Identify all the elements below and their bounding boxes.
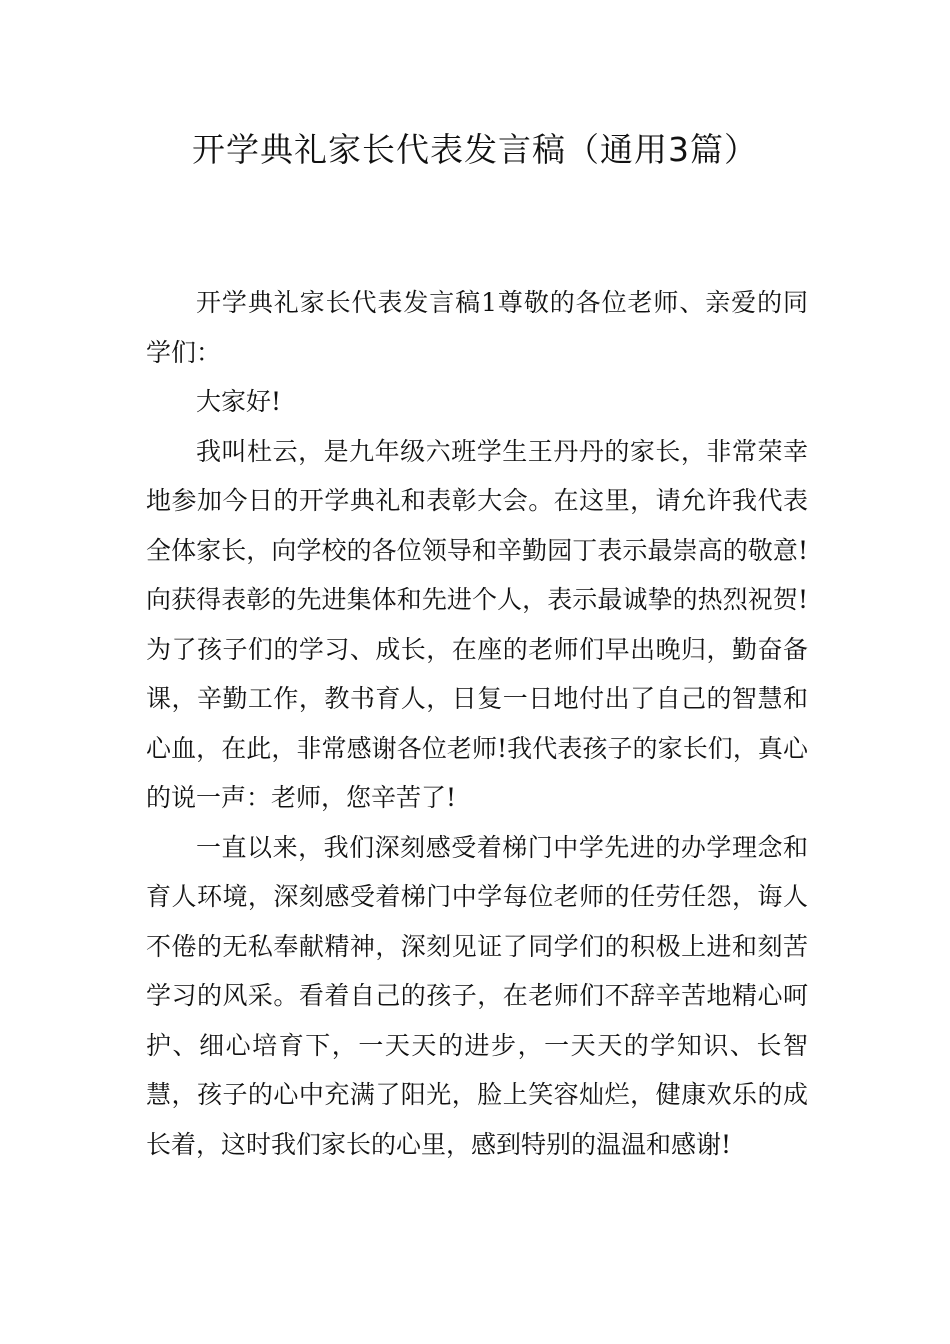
paragraph-hello: 大家好! <box>196 387 282 416</box>
paragraph-introduction: 我叫杜云，是九年级六班学生王丹丹的家长，非常荣幸地参加今日的开学典礼和表彰大会。在这里，请允许我代表全体家长，向学校的各位领导和辛勤园丁表示最崇高的敬意!向获得表彰的先进集体和先进个人，表示最诚挚的热烈祝贺! 为了孩子们的学习、成长，在座的老师们早出晚归，勤奋备课，辛勤工作，教书育人，日复一日地付出了自己的智慧和心血，在此，非常感谢各位老师!我代表孩子的家长们，真心的说一声：老师，您辛苦了! <box>146 436 808 812</box>
document-title: 开学典礼家长代表发言稿（通用3篇） <box>192 130 758 169</box>
document-body <box>146 278 808 1169</box>
paragraph-greeting: 开学典礼家长代表发言稿1尊敬的各位老师、亲爱的同学们： <box>146 288 808 367</box>
paragraph-gratitude: 一直以来，我们深刻感受着梯门中学先进的办学理念和育人环境，深刻感受着梯门中学每位老师的任劳任怨，诲人不倦的无私奉献精神，深刻见证了同学们的积极上进和刻苦学习的风采。看着自己的孩子，在老师们不辞辛苦地精心呵护、细心培育下，一天天的进步，一天天的学知识、长智慧，孩子的心中充满了阳光，脸上笑容灿烂，健康欢乐的成长着，这时我们家长的心里，感到特别的温温和感谢! <box>146 832 808 1159</box>
